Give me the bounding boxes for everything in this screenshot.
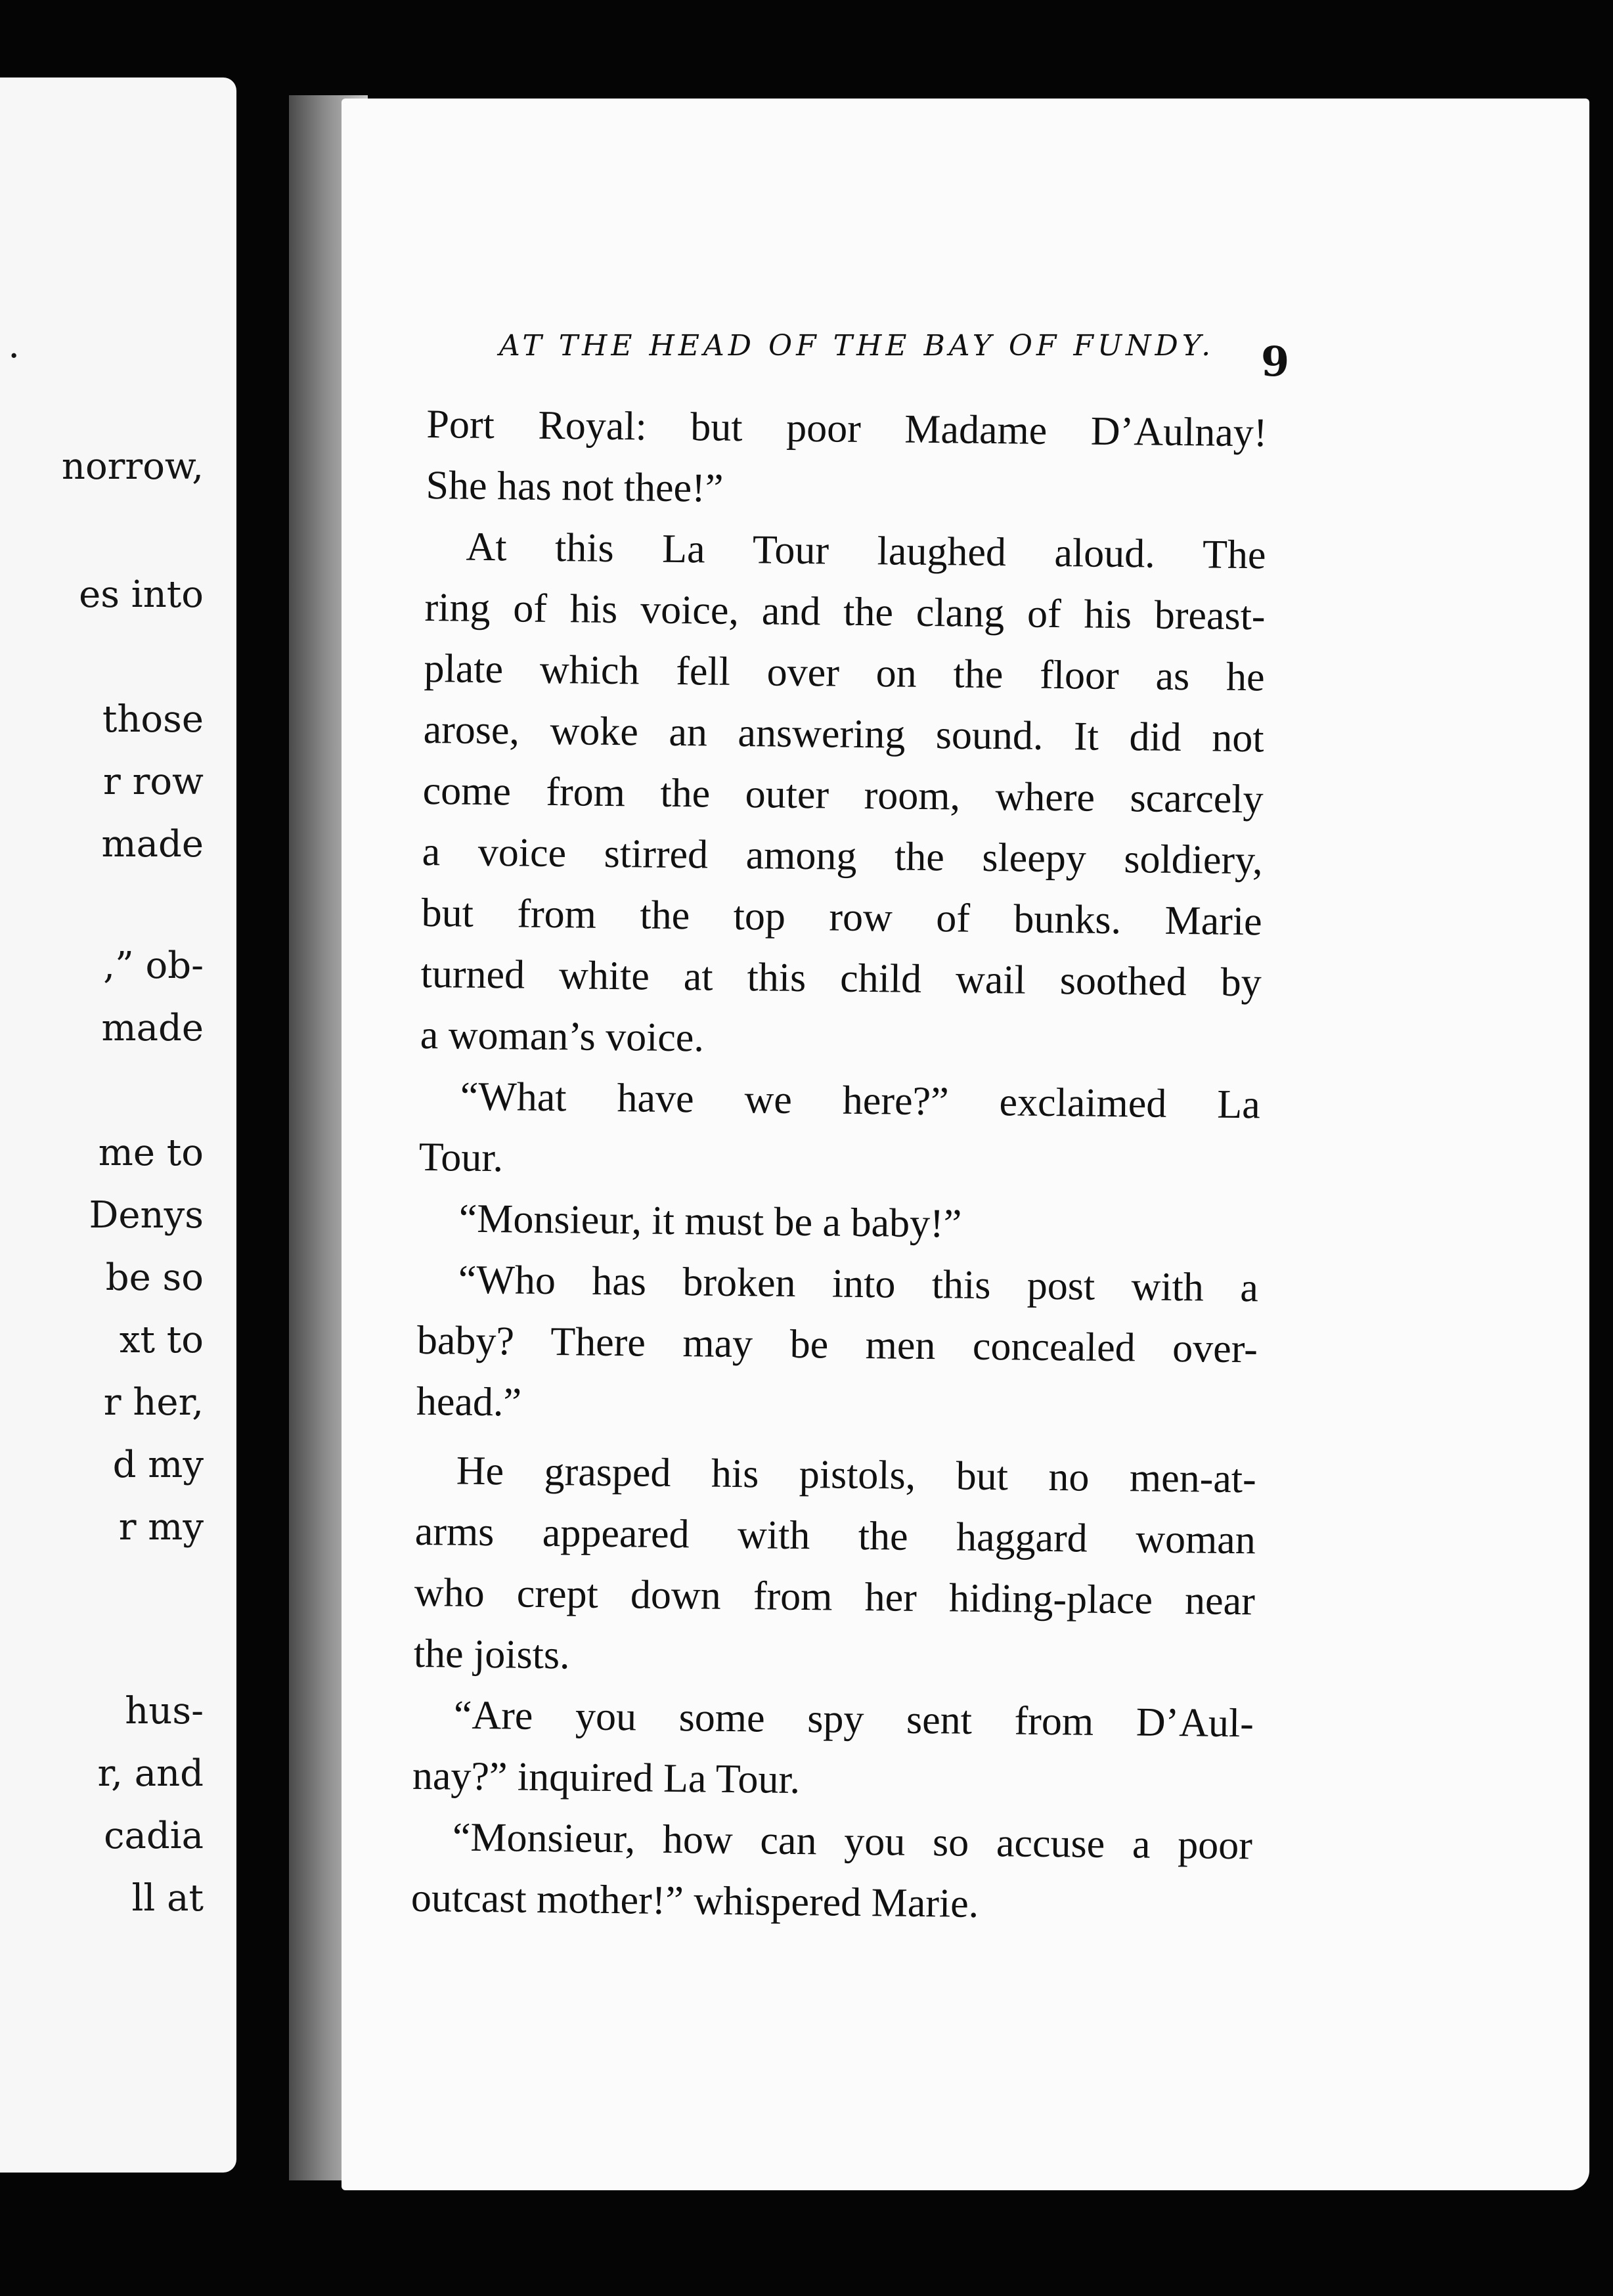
left-page-line: cadia: [104, 1815, 204, 1857]
left-page-line: those: [102, 698, 204, 741]
facing-page-left: [0, 77, 236, 2173]
left-page-line: es into: [79, 573, 204, 616]
text-line: ring of his voice, and the clang of his breast-: [424, 585, 1266, 639]
left-page-line: hus-: [125, 1690, 204, 1733]
text-line: At this La Tour laughed aloud. The: [466, 524, 1266, 578]
text-line: head.”: [416, 1379, 522, 1425]
left-page-line: r, and: [97, 1752, 204, 1795]
page-number: 9: [1261, 338, 1290, 386]
text-line: Port Royal: but poor Madame D’Aulnay!: [426, 401, 1268, 456]
text-line: but from the top row of bunks. Marie: [421, 890, 1263, 944]
left-page-line: xt to: [119, 1319, 204, 1361]
text-line: plate which fell over on the floor as he: [424, 646, 1265, 700]
text-line: who crept down from her hiding-place near: [414, 1570, 1256, 1624]
left-page-line: .: [8, 324, 20, 366]
left-page-line: r row: [103, 761, 204, 803]
left-page-line: Denys: [89, 1194, 204, 1237]
text-line: “What have we here?” exclaimed La: [460, 1074, 1261, 1128]
left-page-line: ,” ob-: [103, 944, 204, 987]
left-page-line: d my: [112, 1444, 204, 1486]
text-line: the joists.: [413, 1631, 570, 1678]
text-line: a woman’s voice.: [420, 1012, 705, 1061]
page-body-text: [411, 394, 1268, 1937]
text-line: “Are you some spy sent from D’Aul-: [453, 1692, 1254, 1746]
text-line: nay?” inquired La Tour.: [412, 1753, 801, 1803]
text-line: He grasped his pistols, but no men-at-: [456, 1448, 1257, 1502]
text-line: come from the outer room, where scarcely: [422, 768, 1264, 822]
left-page-line: norrow,: [61, 445, 204, 488]
text-line: She has not thee!”: [426, 462, 724, 511]
text-line: “Monsieur, how can you so accuse a poor: [452, 1815, 1253, 1868]
left-page-line: made: [101, 823, 204, 866]
running-header: AT THE HEAD OF THE BAY OF FUNDY.: [499, 329, 1215, 363]
text-line: “Who has broken into this post with a: [458, 1257, 1259, 1311]
left-page-line: r my: [118, 1506, 204, 1549]
text-line: arms appeared with the haggard woman: [414, 1509, 1256, 1563]
left-page-line: r her,: [103, 1381, 204, 1424]
text-line: “Monsieur, it must be a baby!”: [458, 1196, 962, 1247]
text-line: outcast mother!” whispered Marie.: [410, 1875, 979, 1926]
text-line: baby? There may be men concealed over-: [416, 1317, 1258, 1372]
text-line: arose, woke an answering sound. It did not: [423, 707, 1264, 761]
text-line: Tour.: [418, 1134, 504, 1181]
left-page-line: be so: [105, 1256, 204, 1299]
text-line: turned white at this child wail soothed by: [420, 951, 1262, 1005]
left-page-line: me to: [98, 1132, 204, 1174]
text-line: a voice stirred among the sleepy soldiery,: [422, 829, 1263, 883]
left-page-line: ll at: [131, 1877, 204, 1920]
left-page-line: made: [101, 1007, 204, 1049]
